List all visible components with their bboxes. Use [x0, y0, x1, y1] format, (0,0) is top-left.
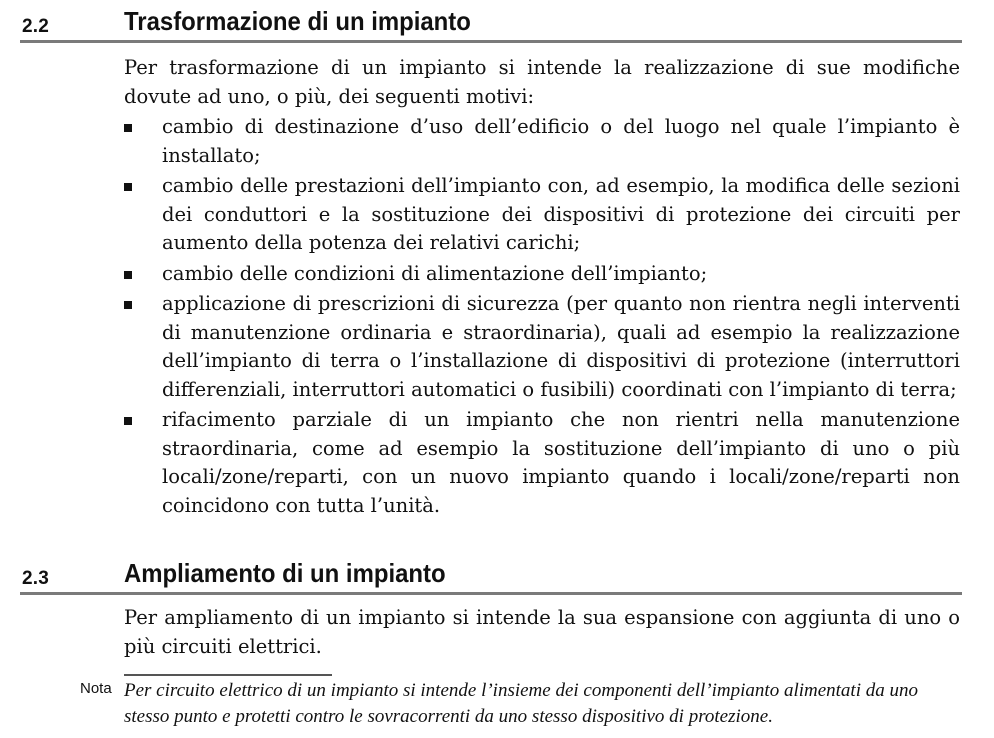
section-2-3 — [0, 552, 994, 658]
section-heading — [0, 0, 994, 44]
bullet-icon — [124, 417, 132, 425]
list-item-text: cambio delle condizioni di alimentazione dell’impianto; — [162, 261, 708, 285]
list-item-text: cambio di destinazione d’uso dell’edificio o del luogo nel quale l’impianto è installato; — [162, 115, 960, 167]
section-body — [124, 604, 960, 661]
section-intro: Per ampliamento di un impianto si intende la sua espansione con aggiunta di uno o più circuiti elettrici. — [124, 606, 960, 658]
note-text: Per circuito elettrico di un impianto si intende l’insieme dei componenti dell’impianto alimentati da uno stesso punto e protetti contro le sovracorrenti da uno stesso dispositivo di protezione. — [124, 680, 918, 727]
list-item — [124, 406, 960, 520]
bullet-icon — [124, 183, 132, 191]
list-item — [124, 172, 960, 258]
section-number: 2.3 — [22, 568, 50, 589]
bullet-icon — [124, 124, 132, 132]
list-item-text: cambio delle prestazioni dell’impianto con, ad esempio, la modifica delle sezioni dei conduttori e la sostituzione dei dispositivi di protezione dei circuiti per aumento della potenza dei relativi carichi; — [162, 174, 960, 254]
list-item — [124, 113, 960, 170]
section-title: Trasformazione di un impianto — [124, 6, 471, 36]
bullet-icon — [124, 301, 132, 309]
section-number: 2.2 — [22, 16, 50, 37]
list-item-text: applicazione di prescrizioni di sicurezza (per quanto non rientra negli interventi di manutenzione ordinaria e straordinaria), quali ad esempio la realizzazione dell’impianto di terra o l’installazione di dispositivi di protezione (interruttori differenziali, interruttori automatici o fusibili) coordinati con l’impianto di terra; — [162, 292, 960, 401]
section-heading — [0, 552, 994, 596]
list-item — [124, 260, 960, 289]
note-rule — [124, 674, 332, 676]
section-title: Ampliamento di un impianto — [124, 558, 446, 588]
heading-rule — [20, 592, 962, 595]
note-label: Nota — [80, 680, 112, 697]
bullet-icon — [124, 271, 132, 279]
list-item-text: rifacimento parziale di un impianto che non rientri nella manutenzione straordinaria, come ad esempio la sostituzione dell’impianto di uno o più locali/zone/reparti, con un nuovo impianto quando i locali/zone/reparti non coincidono con tutta l’unità. — [162, 408, 960, 517]
bullet-list — [124, 113, 960, 520]
section-body — [124, 54, 960, 520]
section-intro: Per trasformazione di un impianto si intende la realizzazione di sue modifiche dovute ad uno, o più, dei seguenti motivi: — [124, 56, 960, 108]
list-item — [124, 290, 960, 404]
heading-rule — [20, 40, 962, 43]
